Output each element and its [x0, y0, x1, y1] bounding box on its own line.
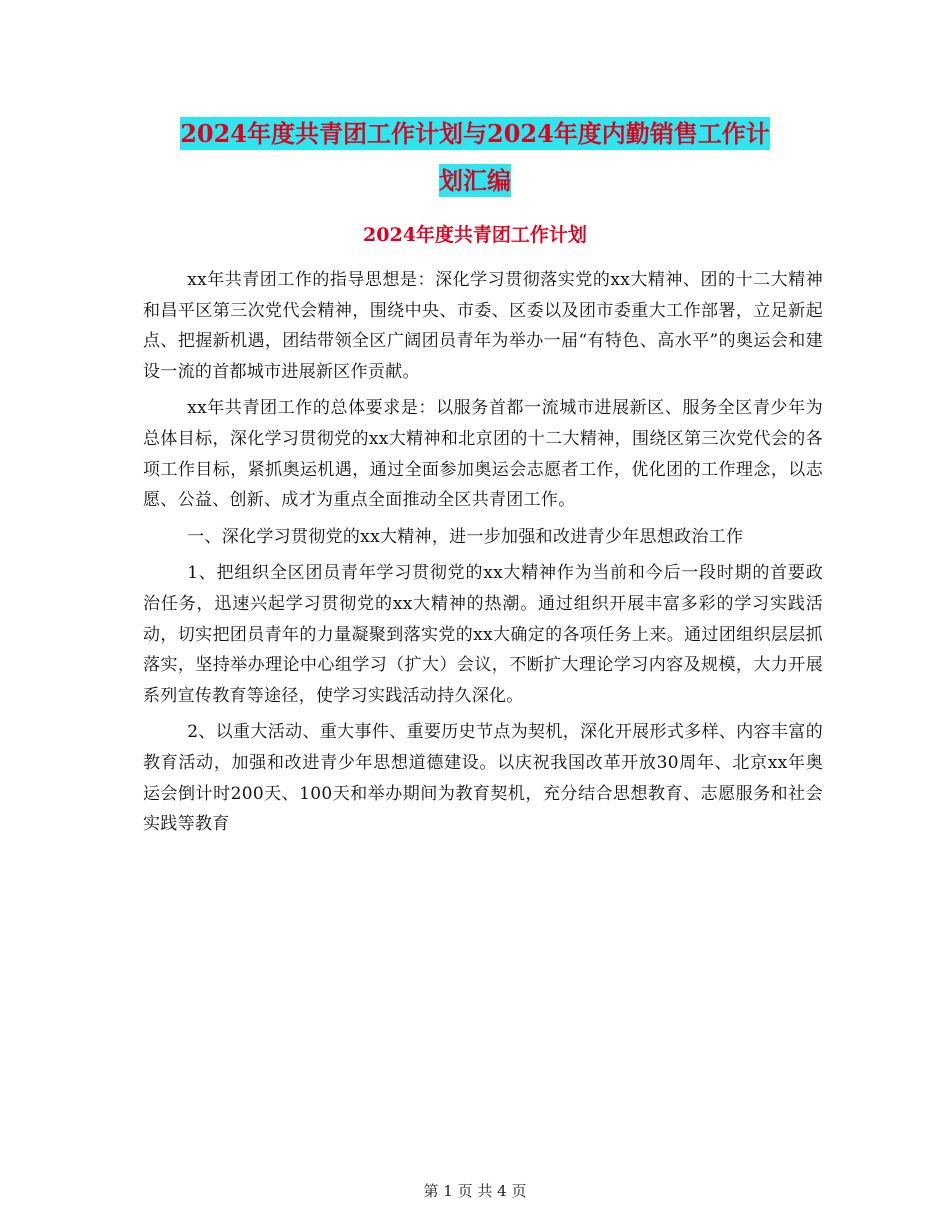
section-title: 2024年度共青团工作计划	[363, 224, 587, 246]
paragraph-guiding-thought: xx年共青团工作的指导思想是：深化学习贯彻落实党的xx大精神、团的十二大精神和昌平区第三次党代会精神，围绕中央、市委、区委以及团市委重大工作部署，立足新起点、把握新机遇，团结带领全区广阔团员青年为举办一届“有特色、高水平”的奥运会和建设一流的首都城市进展新区作贡献。	[143, 270, 823, 382]
paragraph-item-1: 1、把组织全区团员青年学习贯彻党的xx大精神作为当前和今后一段时期的首要政治任务，迅速兴起学习贯彻党的xx大精神的热潮。通过组织开展丰富多彩的学习实践活动，切实把团员青年的力量凝聚到落实党的xx大确定的各项任务上来。通过团组织层层抓落实，坚持举办理论中心组学习（扩大）会议，不断扩大理论学习内容及规模，大力开展系列宣传教育等途径，使学习实践活动持久深化。	[143, 563, 823, 706]
document-title-line2: 划汇编	[439, 166, 511, 195]
paragraph-heading-1: 一、深化学习贯彻党的xx大精神，进一步加强和改进青少年思想政治工作	[187, 526, 744, 547]
paragraph-item-2: 2、以重大活动、重大事件、重要历史节点为契机，深化开展形式多样、内容丰富的教育活动，加强和改进青少年思想道德建设。以庆祝我国改革开放30周年、北京xx年奥运会倒计时200天、100天和举办期间为教育契机，充分结合思想教育、志愿服务和社会实践等教育	[143, 722, 823, 835]
document-body	[143, 265, 823, 846]
document-title-line1: 2024年度共青团工作计划与2024年度内勤销售工作计	[180, 119, 770, 148]
paragraph-general-requirements: xx年共青团工作的总体要求是：以服务首都一流城市进展新区、服务全区青少年为总体目标，深化学习贯彻党的xx大精神和北京团的十二大精神，围绕区第三次党代会的各项工作目标，紧抓奥运机遇，通过全面参加奥运会志愿者工作，优化团的工作理念，以志愿、公益、创新、成才为重点全面推动全区共青团工作。	[143, 398, 823, 511]
document-title	[0, 110, 950, 204]
page-footer: 第 1 页 共 4 页	[423, 1182, 527, 1200]
